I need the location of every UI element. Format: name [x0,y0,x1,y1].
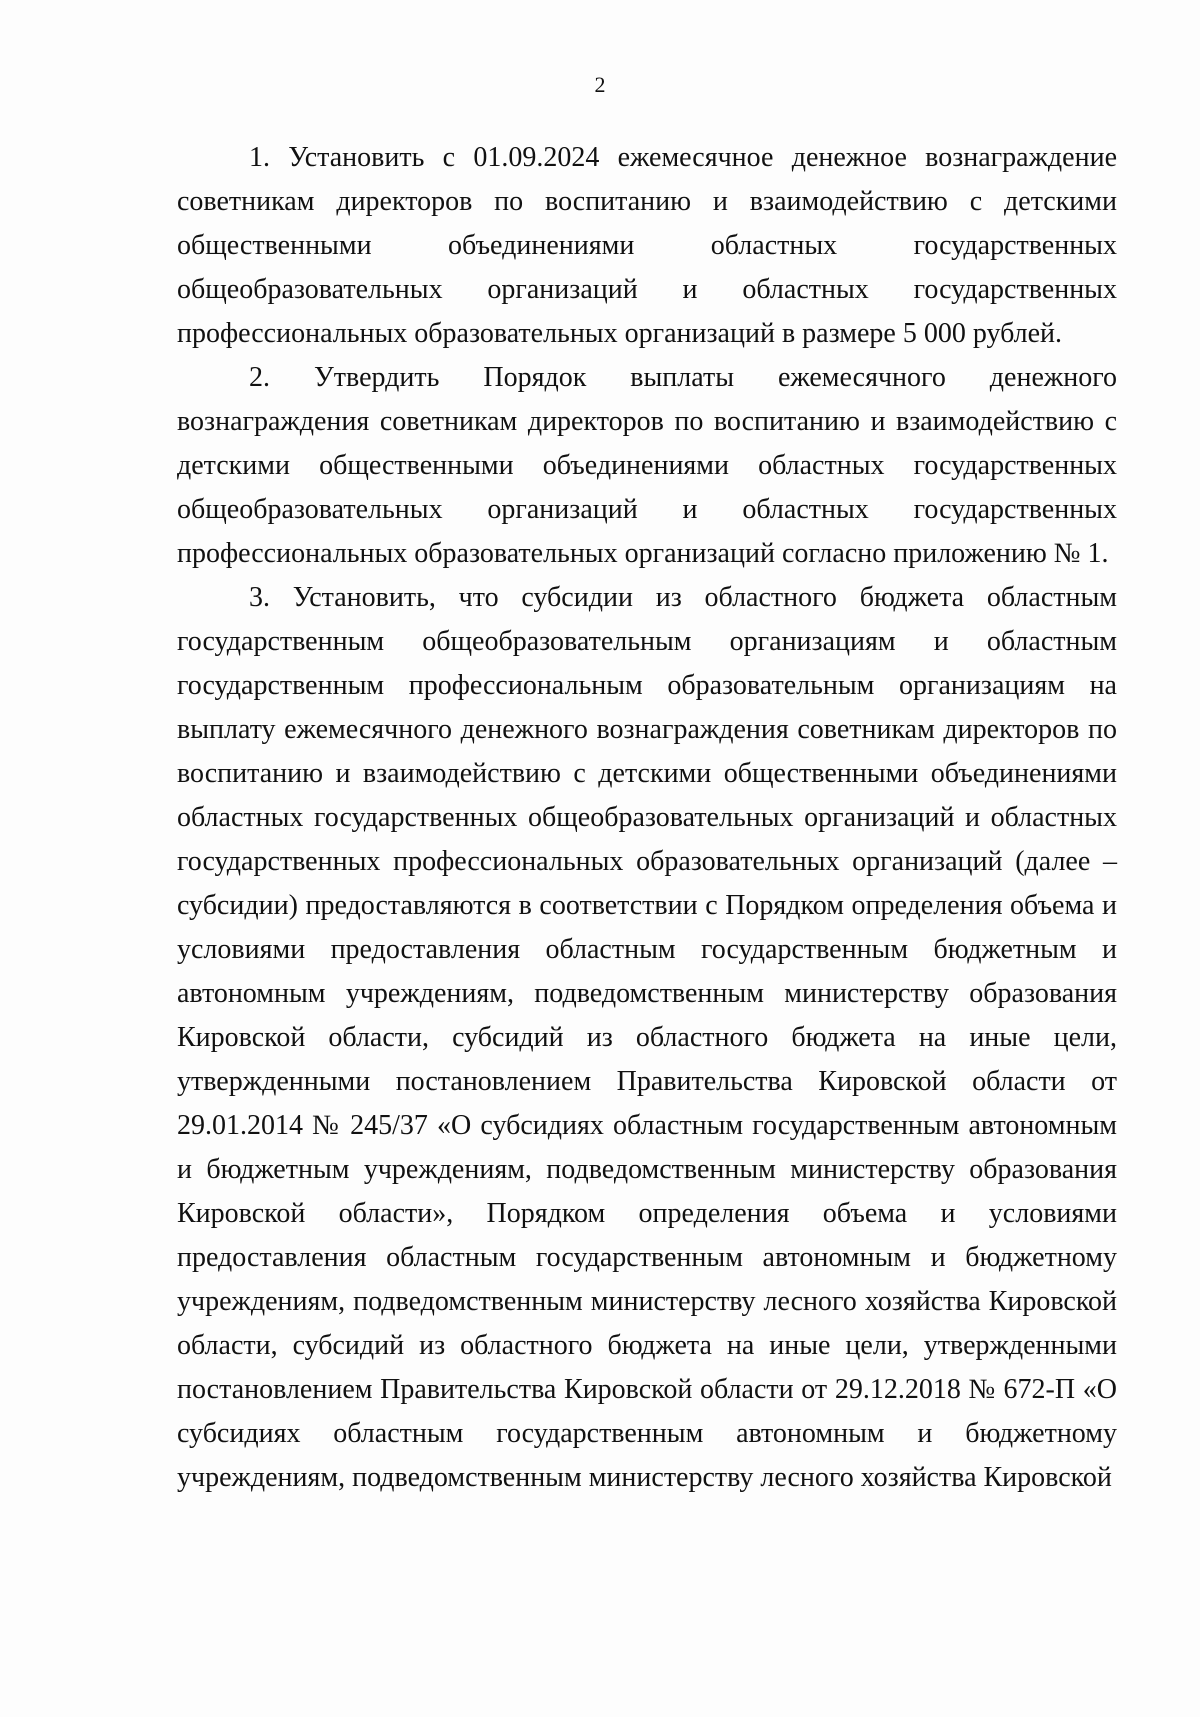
paragraph-3: 3. Установить, что субсидии из областного бюджета областным государственным общеобразовательным организациям и областным государственным профессиональным образовательным организациям на выплату ежемесячного денежного вознаграждения советникам директоров по воспитанию и взаимодействию с детскими общественными объединениями областных государственных общеобразовательных организаций и областных государственных профессиональных образовательных организаций (далее – субсидии) предоставляются в соответствии с Порядком определения объема и условиями предоставления областным государственным бюджетным и автономным учреждениям, подведомственным министерству образования Кировской области, субсидий из областного бюджета на иные цели, утвержденными постановлением Правительства Кировской области от 29.01.2014 № 245/37 «О субсидиях областным государственным автономным и бюджетным учреждениям, подведомственным министерству образования Кировской области», Порядком определения объема и условиями предоставления областным государственным автономным и бюджетному учреждениям, подведомственным министерству лесного хозяйства Кировской области, субсидий из областного бюджета на иные цели, утвержденными постановлением Правительства Кировской области от 29.12.2018 № 672-П «О субсидиях областным государственным автономным и бюджетному учреждениям, подведомственным министерству лесного хозяйства Кировской [177,582,1117,1493]
paragraph-1: 1. Установить с 01.09.2024 ежемесячное денежное вознаграждение советникам директоров по воспитанию и взаимодействию с детскими общественными объединениями областных государственных общеобразовательных организаций и областных государственных профессиональных образовательных организаций в размере 5 000 рублей. [177,142,1117,349]
page-number: 2 [594,72,606,97]
paragraph-2: 2. Утвердить Порядок выплаты ежемесячного денежного вознаграждения советникам директоров по воспитанию и взаимодействию с детскими общественными объединениями областных государственных общеобразовательных организаций и областных государственных профессиональных образовательных организаций согласно приложению № 1. [177,362,1117,569]
document-body [177,136,1117,1500]
